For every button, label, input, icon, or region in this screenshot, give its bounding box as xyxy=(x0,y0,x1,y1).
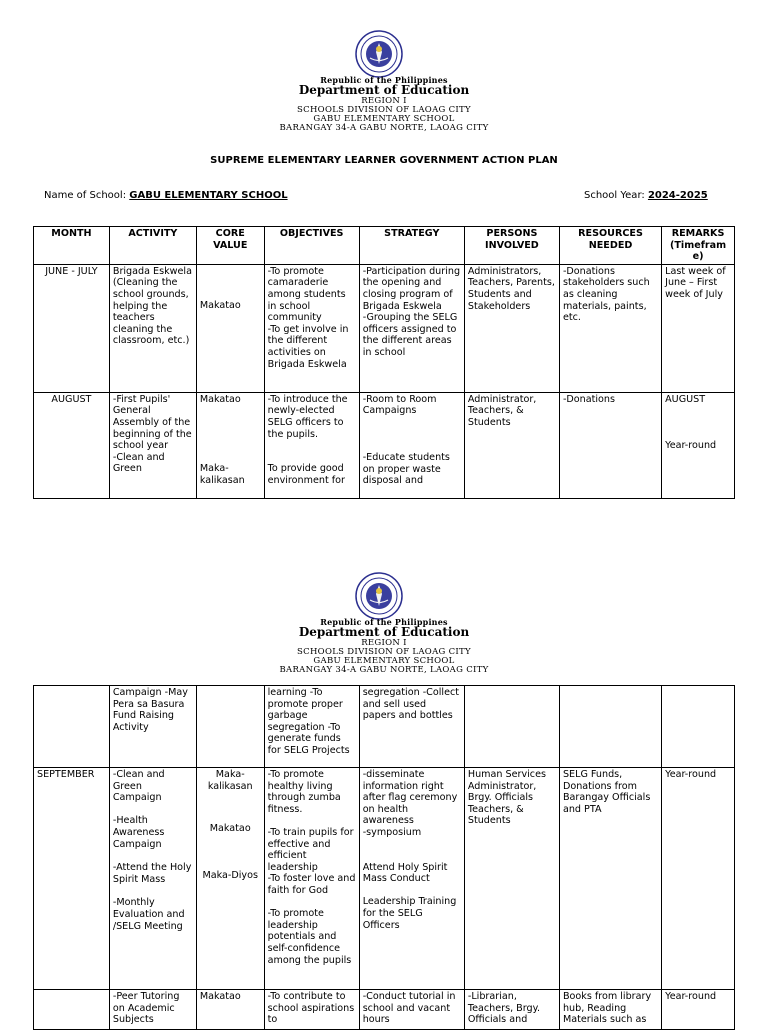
column-header: ACTIVITY xyxy=(109,227,196,265)
school-name-value: GABU ELEMENTARY SCHOOL xyxy=(129,190,288,201)
division-line: SCHOOLS DIVISION OF LAOAG CITY xyxy=(297,646,471,657)
column-header-line: (Timefram xyxy=(670,239,727,251)
activity: -First Pupils' General Assembly of the beginning of the school year xyxy=(112,393,192,452)
month-cell: AUGUST xyxy=(34,392,110,498)
republic-line: Republic of the Philippines xyxy=(320,75,448,85)
resources-cell: -Donations stakeholders such as cleaning materials, paints, etc. xyxy=(559,264,661,392)
core-value-cell xyxy=(196,264,264,392)
column-header: CORE VALUE xyxy=(196,227,264,265)
core-value: Maka-kalikasan xyxy=(199,463,245,486)
month-cell xyxy=(34,686,110,768)
remarks-cell xyxy=(662,686,735,768)
column-header: OBJECTIVES xyxy=(264,227,359,265)
strategy-cell xyxy=(359,392,464,498)
core-value-cell: Makatao xyxy=(196,990,264,1030)
activity: -Attend the Holy Spirit Mass xyxy=(112,862,192,885)
strategy-cell: segregation -Collect and sell used papers and bottles xyxy=(359,686,464,768)
column-header: STRATEGY xyxy=(359,227,464,265)
deped-seal-icon xyxy=(355,572,403,620)
division-line: SCHOOLS DIVISION OF LAOAG CITY xyxy=(297,104,471,115)
strategy: Leadership Training for the SELG Officers xyxy=(362,896,457,931)
table-header-row xyxy=(34,227,735,265)
remark: AUGUST xyxy=(665,393,706,405)
school-year-label: School Year: xyxy=(584,190,645,201)
activity-cell: Campaign -May Pera sa Basura Fund Raising Activity xyxy=(109,686,196,768)
objective: -To get involve in the different activities on Brigada Eskwela xyxy=(267,323,349,370)
column-header-line: e) xyxy=(692,251,704,263)
activity: -Monthly Evaluation and /SELG Meeting xyxy=(112,897,185,932)
persons-cell: Human Services Administrator, Brgy. Officials Teachers, & Students xyxy=(464,768,559,990)
objective: To provide good environment for xyxy=(267,463,345,486)
column-header: MONTH xyxy=(34,227,110,265)
column-header xyxy=(662,227,735,265)
month-cell: JUNE - JULY xyxy=(34,264,110,392)
address-line: BARANGAY 34-A GABU NORTE, LAOAG CITY xyxy=(279,122,489,133)
department-line: Department of Education xyxy=(298,83,470,98)
strategy: Attend Holy Spirit Mass Conduct xyxy=(362,861,448,885)
table-row xyxy=(34,264,735,392)
resources-cell xyxy=(559,686,661,768)
core-value-cell xyxy=(196,392,264,498)
core-value: Maka-Diyos xyxy=(202,869,258,881)
objective: -To introduce the newly-elected SELG officers to the pupils. xyxy=(267,393,348,440)
objectives-cell xyxy=(264,264,359,392)
address-line: BARANGAY 34-A GABU NORTE, LAOAG CITY xyxy=(279,664,489,675)
remarks-cell: Year-round xyxy=(662,768,735,990)
objectives-cell xyxy=(264,392,359,498)
objectives-cell: -To contribute to school aspirations to xyxy=(264,990,359,1030)
region-line: REGION I xyxy=(361,95,407,106)
objective: -To train pupils for effective and efficient leadership xyxy=(267,826,354,873)
strategy-cell: -Conduct tutorial in school and vacant hours xyxy=(359,990,464,1030)
activity: -Health Awareness Campaign xyxy=(112,815,165,850)
republic-line: Republic of the Philippines xyxy=(320,617,448,627)
objectives-cell: learning -To promote proper garbage segregation -To generate funds for SELG Projects xyxy=(264,686,359,768)
deped-seal-icon xyxy=(355,30,403,78)
objectives-cell xyxy=(264,768,359,990)
remarks-cell xyxy=(662,392,735,498)
objective: -To promote camaraderie among students in school community xyxy=(267,265,346,324)
activity-cell: Brigada Eskwela (Cleaning the school grounds, helping the teachers cleaning the classroom, etc.) xyxy=(109,264,196,392)
persons-cell: Administrators, Teachers, Parents, Students and Stakeholders xyxy=(464,264,559,392)
strategy: -Educate students on proper waste disposal and xyxy=(362,451,450,487)
objective: -To foster love and faith for God xyxy=(267,873,356,896)
objective: -To promote healthy living through zumba fitness. xyxy=(267,769,341,815)
resources-cell: Books from library hub, Reading Materials such as xyxy=(559,990,661,1030)
strategy: -Room to Room Campaigns xyxy=(362,393,437,417)
core-value: Makatao xyxy=(199,393,241,405)
school-name-info xyxy=(44,190,288,201)
persons-cell: Administrator, Teachers, & Students xyxy=(464,392,559,498)
activity-cell xyxy=(109,768,196,990)
activity-cell: -Peer Tutoring on Academic Subjects xyxy=(109,990,196,1030)
strategy: -disseminate information right after flag ceremony on health awareness xyxy=(362,769,458,827)
month-cell: SEPTEMBER xyxy=(34,768,110,990)
remarks-cell: Last week of June – First week of July xyxy=(662,264,735,392)
core-value-cell xyxy=(196,686,264,768)
resources-cell: -Donations xyxy=(559,392,661,498)
activity: -Clean and Green Campaign xyxy=(112,769,165,804)
remark: Year-round xyxy=(665,440,717,452)
table-row xyxy=(34,686,735,768)
action-plan-table-page1 xyxy=(33,226,735,499)
school-name-label: Name of School: xyxy=(44,190,127,201)
letterhead xyxy=(0,618,768,675)
column-header-line: REMARKS xyxy=(671,228,725,239)
letterhead xyxy=(0,76,768,133)
strategy: -Participation during the opening and closing program of Brigada Eskwela xyxy=(362,265,461,312)
table-row xyxy=(34,768,735,990)
column-header: PERSONS INVOLVED xyxy=(464,227,559,265)
persons-cell: -Librarian, Teachers, Brgy. Officials and xyxy=(464,990,559,1030)
remarks-cell: Year-round xyxy=(662,990,735,1030)
school-line: GABU ELEMENTARY SCHOOL xyxy=(313,655,455,666)
persons-cell xyxy=(464,686,559,768)
resources-cell: SELG Funds, Donations from Barangay Officials and PTA xyxy=(559,768,661,990)
strategy-cell xyxy=(359,264,464,392)
region-line: REGION I xyxy=(361,637,407,648)
core-value: Maka-kalikasan xyxy=(207,769,253,792)
column-header: RESOURCES NEEDED xyxy=(559,227,661,265)
strategy: -Grouping the SELG officers assigned to the different areas in school xyxy=(362,312,458,358)
table-row xyxy=(34,392,735,498)
objective: -To promote leadership potentials and self-confidence among the pupils xyxy=(267,908,352,966)
department-line: Department of Education xyxy=(298,625,470,640)
core-value: Makatao xyxy=(199,299,241,311)
school-year-value: 2024-2025 xyxy=(647,190,708,201)
action-plan-table-page2 xyxy=(33,685,735,1030)
core-value-cell xyxy=(196,768,264,990)
activity-cell xyxy=(109,392,196,498)
core-value: Makatao xyxy=(209,823,251,835)
activity: -Clean and Green xyxy=(112,451,165,475)
school-line: GABU ELEMENTARY SCHOOL xyxy=(313,113,455,124)
strategy-cell xyxy=(359,768,464,990)
document-title: SUPREME ELEMENTARY LEARNER GOVERNMENT ACTION PLAN xyxy=(210,155,558,166)
school-year-info xyxy=(584,190,708,201)
strategy: -symposium xyxy=(362,826,422,838)
